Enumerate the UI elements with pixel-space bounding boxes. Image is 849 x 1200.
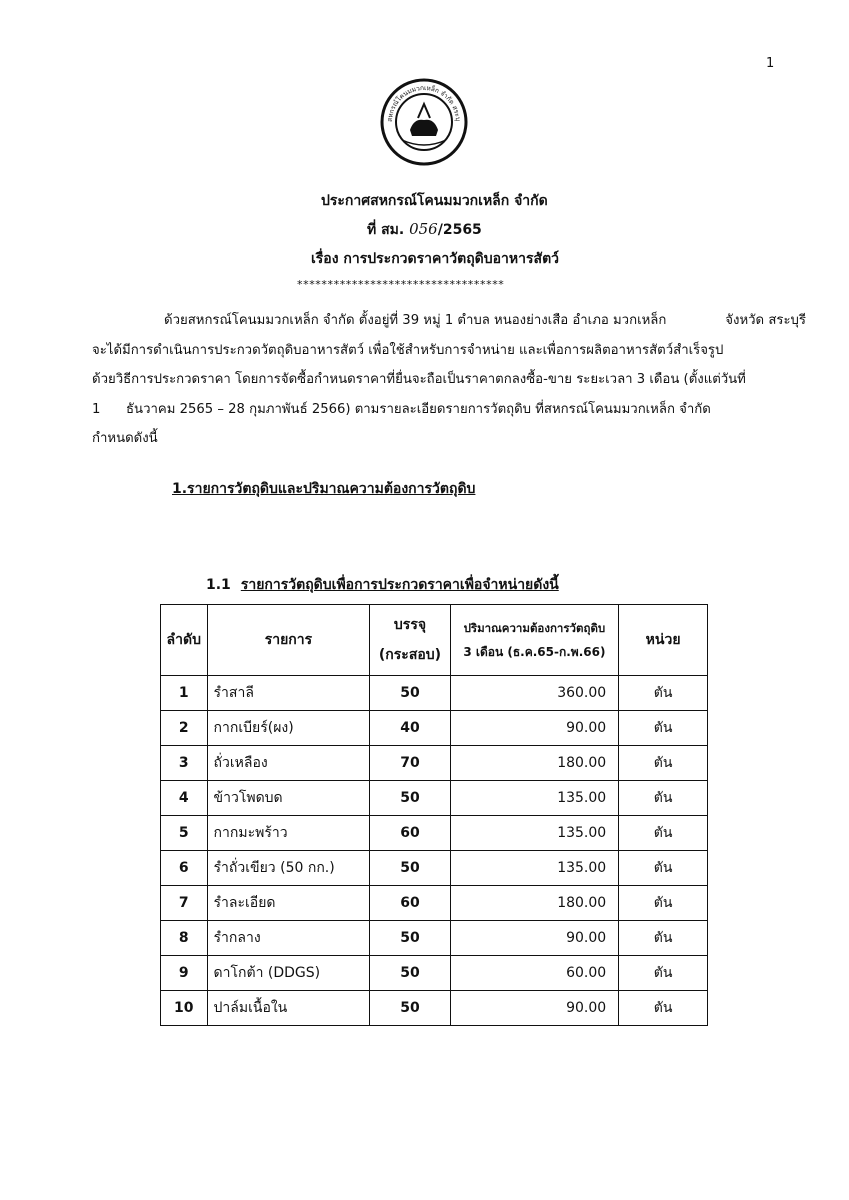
body-paragraph <box>92 306 806 454</box>
table-row <box>161 886 708 921</box>
cooperative-seal-logo <box>380 78 468 166</box>
table-row <box>161 956 708 991</box>
body-line-1-b: จังหวัด สระบุรี <box>725 313 806 328</box>
cell-qty: 135.00 <box>450 781 619 816</box>
cell-unit: ตัน <box>619 746 708 781</box>
cell-no: 1 <box>161 676 208 711</box>
separator-stars: ********************************** <box>297 278 505 291</box>
page-number: 1 <box>766 56 775 71</box>
header-name: รายการ <box>207 605 370 676</box>
cell-pack: 50 <box>370 956 450 991</box>
section-1-1-title: รายการวัตถุดิบเพื่อการประกวดราคาเพื่อจำหน่ายดังนี้ <box>240 577 559 593</box>
cell-name: รำสาลี <box>207 676 370 711</box>
cell-pack: 50 <box>370 921 450 956</box>
body-line-2: จะได้มีการดำเนินการประกวดวัตถุดิบอาหารสัตว์ เพื่อใช้สำหรับการจำหน่าย และเพื่อการผลิตอาหารสัตว์สำเร็จรูป <box>92 342 724 358</box>
table-row <box>161 991 708 1026</box>
cell-no: 8 <box>161 921 208 956</box>
table-row <box>161 711 708 746</box>
cell-unit: ตัน <box>619 781 708 816</box>
body-line-1 <box>92 306 806 336</box>
header-no: ลำดับ <box>161 605 208 676</box>
cell-no: 6 <box>161 851 208 886</box>
cell-qty: 135.00 <box>450 851 619 886</box>
cell-pack: 60 <box>370 816 450 851</box>
cell-unit: ตัน <box>619 676 708 711</box>
doc-no-handwritten: 056 <box>409 220 438 238</box>
cell-pack: 40 <box>370 711 450 746</box>
cell-qty: 180.00 <box>450 886 619 921</box>
cell-pack: 60 <box>370 886 450 921</box>
cell-name: ดาโกต้า (DDGS) <box>207 956 370 991</box>
cell-name: ข้าวโพดบด <box>207 781 370 816</box>
cell-pack: 50 <box>370 991 450 1026</box>
seal-text: สหกรณ์โคนมมวกเหล็ก จำกัด สระบุ <box>385 83 463 123</box>
section-1-1-number: 1.1 <box>206 577 231 593</box>
cell-name: กากมะพร้าว <box>207 816 370 851</box>
body-line-5: กำหนดดังนี้ <box>92 431 158 446</box>
cell-unit: ตัน <box>619 991 708 1026</box>
body-line-3: ด้วยวิธีการประกวดราคา โดยการจัดซื้อกำหนดราคาที่ยื่นจะถือเป็นราคาตกลงซื้อ-ขาย ระยะเวลา 3 เดือน (ตั้งแต่วันที่ <box>92 372 746 387</box>
table-row <box>161 676 708 711</box>
header-pack-2: (กระสอบ) <box>378 647 442 663</box>
cell-no: 4 <box>161 781 208 816</box>
cell-unit: ตัน <box>619 711 708 746</box>
cell-pack: 50 <box>370 781 450 816</box>
cell-qty: 90.00 <box>450 991 619 1026</box>
document-number <box>367 219 482 241</box>
cell-qty: 90.00 <box>450 921 619 956</box>
header-qty <box>450 605 619 676</box>
body-line-4 <box>92 395 806 425</box>
cell-qty: 180.00 <box>450 746 619 781</box>
cell-name: รำกลาง <box>207 921 370 956</box>
cell-name: กากเบียร์(ผง) <box>207 711 370 746</box>
cell-pack: 50 <box>370 676 450 711</box>
table-header-row <box>161 605 708 676</box>
cell-name: รำถั่วเขียว (50 กก.) <box>207 851 370 886</box>
cell-name: ปาล์มเนื้อใน <box>207 991 370 1026</box>
subject-line: เรื่อง การประกวดราคาวัตถุดิบอาหารสัตว์ <box>311 251 560 267</box>
cell-no: 3 <box>161 746 208 781</box>
table-row <box>161 921 708 956</box>
cell-no: 9 <box>161 956 208 991</box>
cell-pack: 70 <box>370 746 450 781</box>
announcement-title: ประกาศสหกรณ์โคนมมวกเหล็ก จำกัด <box>321 193 548 209</box>
cell-unit: ตัน <box>619 851 708 886</box>
header-unit: หน่วย <box>619 605 708 676</box>
doc-no-suffix: /2565 <box>437 222 482 238</box>
cell-pack: 50 <box>370 851 450 886</box>
cell-no: 5 <box>161 816 208 851</box>
cell-name: ถั่วเหลือง <box>207 746 370 781</box>
header-qty-2: 3 เดือน (ธ.ค.65-ก.พ.66) <box>463 645 606 659</box>
cell-unit: ตัน <box>619 921 708 956</box>
cell-no: 10 <box>161 991 208 1026</box>
table-row <box>161 816 708 851</box>
body-line-1-a: ด้วยสหกรณ์โคนมมวกเหล็ก จำกัด ตั้งอยู่ที่ 39 หมู่ 1 ตำบล หนองย่างเสือ อำเภอ มวกเหล็ก <box>164 313 667 328</box>
cell-qty: 135.00 <box>450 816 619 851</box>
body-line-4-b: ธันวาคม 2565 – 28 กุมภาพันธ์ 2566) ตามรายละเอียดรายการวัตถุดิบ ที่สหกรณ์โคนมมวกเหล็ก จำกัด <box>126 401 711 417</box>
section-1-heading: 1.รายการวัตถุดิบและปริมาณความต้องการวัตถุดิบ <box>172 481 476 497</box>
section-1-1-heading <box>206 574 559 596</box>
cell-no: 7 <box>161 886 208 921</box>
table-row <box>161 781 708 816</box>
cell-unit: ตัน <box>619 886 708 921</box>
cell-no: 2 <box>161 711 208 746</box>
cell-unit: ตัน <box>619 816 708 851</box>
materials-table <box>160 604 708 1026</box>
header-pack <box>370 605 450 676</box>
table-row <box>161 746 708 781</box>
doc-no-prefix: ที่ สม. <box>367 222 405 238</box>
body-line-4-a: 1 <box>92 401 101 417</box>
header-qty-1: ปริมาณความต้องการวัตถุดิบ <box>463 621 606 635</box>
cell-qty: 60.00 <box>450 956 619 991</box>
cell-name: รำละเอียด <box>207 886 370 921</box>
header-pack-1: บรรจุ <box>393 617 427 633</box>
cell-qty: 360.00 <box>450 676 619 711</box>
svg-text:สหกรณ์โคนมมวกเหล็ก จำกัด สระบุ <box>380 78 462 122</box>
cell-unit: ตัน <box>619 956 708 991</box>
cell-qty: 90.00 <box>450 711 619 746</box>
table-row <box>161 851 708 886</box>
